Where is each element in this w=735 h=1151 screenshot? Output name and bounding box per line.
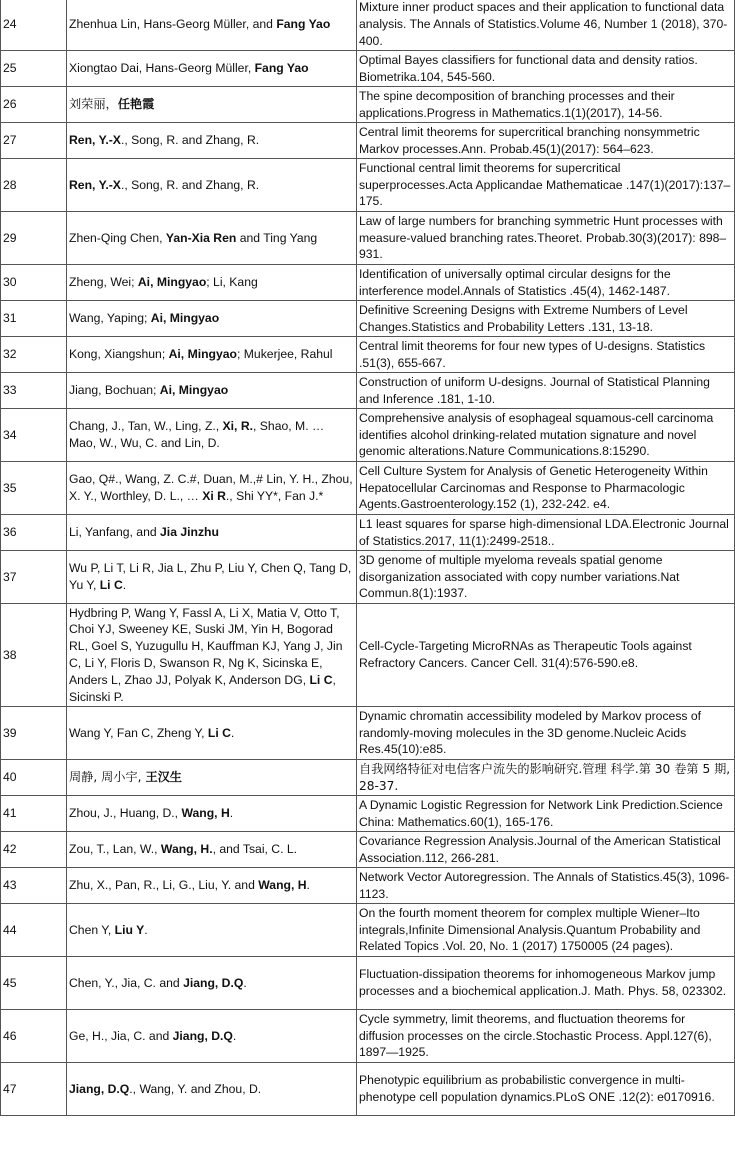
table-row xyxy=(1,904,735,957)
author-text: Hydbring P, Wang Y, Fassl A, Li X, Matia V, Otto T, Choi YJ, Sweeney KE, Suski JM, Yin H, Bogorad RL, Goel S, Yuzugullu H, Kauffman KJ, Yang J, Jin C, Li Y, Floris D, Swanson R, Ng K, Sicinska E, Anders L, Zhao JJ, Polyak K, Anderson DG, xyxy=(69,605,343,687)
table-row xyxy=(1,760,735,796)
table-row xyxy=(1,515,735,551)
table-row xyxy=(1,51,735,87)
authors-cell xyxy=(67,462,357,515)
table-row xyxy=(1,551,735,604)
author-text: ; Mukerjee, Rahul xyxy=(237,347,333,362)
author-text: , Sicinski P. xyxy=(69,672,336,704)
table-row xyxy=(1,1010,735,1063)
authors-cell xyxy=(67,760,357,796)
authors-cell xyxy=(67,0,357,51)
highlighted-author: Ai, Mingyao xyxy=(137,275,207,290)
highlighted-author: Jia Jinzhu xyxy=(160,525,219,540)
author-text: Zhu, X., Pan, R., Li, G., Liu, Y. and xyxy=(69,878,259,893)
authors-cell xyxy=(67,604,357,707)
table-row xyxy=(1,0,735,51)
row-number: 41 xyxy=(1,796,67,832)
highlighted-author: Wang, H xyxy=(258,878,307,893)
table-row xyxy=(1,123,735,159)
author-text: ., Shi YY*, Fan J.* xyxy=(225,489,324,503)
table-row xyxy=(1,87,735,123)
publication-table-body xyxy=(1,0,735,1116)
authors-cell xyxy=(67,212,357,265)
highlighted-author: Xi, R. xyxy=(222,419,254,434)
row-number: 25 xyxy=(1,51,67,87)
author-text: Wang, Yaping; xyxy=(69,311,151,326)
highlighted-author: Wang, H. xyxy=(160,842,213,857)
publication-cell: Comprehensive analysis of esophageal squamous-cell carcinoma identifies alcohol drinking-related mutation signature and novel genomic alterations.Nature Communications.8:15290. xyxy=(357,409,735,462)
highlighted-author: Xi R xyxy=(202,489,226,503)
table-row xyxy=(1,409,735,462)
table-row xyxy=(1,604,735,707)
publication-cell: Central limit theorems for four new types of U-designs. Statistics .51(3), 655-667. xyxy=(357,337,735,373)
publication-cell: Central limit theorems for supercritical branching nonsymmetric Markov processes.Ann. Probab.45(1)(2017): 564–623. xyxy=(357,123,735,159)
row-number: 28 xyxy=(1,159,67,212)
authors-cell xyxy=(67,707,357,760)
table-row xyxy=(1,796,735,832)
publication-cell: Law of large numbers for branching symmetric Hunt processes with measure-valued branching rates.Theoret. Probab.30(3)(2017): 898–931. xyxy=(357,212,735,265)
highlighted-author: Wang, H xyxy=(181,806,230,821)
publication-cell: On the fourth moment theorem for complex multiple Wiener–Ito integrals,Infinite Dimensional Analysis.Quantum Probability and Related Topics .Vol. 20, No. 1 (2017) 1750005 (24 pages). xyxy=(357,904,735,957)
publication-cell: Mixture inner product spaces and their application to functional data analysis. The Annals of Statistics.Volume 46, Number 1 (2018), 370-400. xyxy=(357,0,735,51)
author-text: . xyxy=(232,1028,237,1043)
row-number: 35 xyxy=(1,462,67,515)
author-text: Zhenhua Lin, Hans-Georg Müller, and xyxy=(69,17,277,32)
publication-cell: Cycle symmetry, limit theorems, and fluctuation theorems for diffusion processes on the circle.Stochastic Process. Appl.127(6), 1897—1925. xyxy=(357,1010,735,1063)
author-text: Xiongtao Dai, Hans-Georg Müller, xyxy=(69,61,255,76)
author-text: Kong, Xiangshun; xyxy=(69,347,169,362)
publication-cell: Cell Culture System for Analysis of Genetic Heterogeneity Within Hepatocellular Carcinomas and Response to Pharmacologic Agents.Gastroenterology.152 (1), 232-242. e4. xyxy=(357,462,735,515)
highlighted-author: Ren, Y.-X xyxy=(69,177,121,192)
author-text: Zhou, J., Huang, D., xyxy=(69,806,182,821)
publication-cell: 3D genome of multiple myeloma reveals spatial genome disorganization associated with copy number variations.Nat Commun.8(1):1937. xyxy=(357,551,735,604)
publication-cell: Cell-Cycle-Targeting MicroRNAs as Therapeutic Tools against Refractory Cancers. Cancer Cell. 31(4):576-590.e8. xyxy=(357,604,735,707)
row-number: 30 xyxy=(1,265,67,301)
publication-cell: Definitive Screening Designs with Extreme Numbers of Level Changes.Statistics and Probability Letters .131, 13-18. xyxy=(357,301,735,337)
publication-cell: Network Vector Autoregression. The Annals of Statistics.45(3), 1096-1123. xyxy=(357,868,735,904)
author-text: and Ting Yang xyxy=(236,230,318,245)
author-text: ., Song, R. and Zhang, R. xyxy=(120,177,260,192)
author-text: Chen, Y., Jia, C. and xyxy=(69,975,184,990)
authors-cell xyxy=(67,868,357,904)
row-number: 40 xyxy=(1,760,67,796)
author-text: Li, Yanfang, and xyxy=(69,525,161,540)
authors-cell xyxy=(67,832,357,868)
publication-cell: 自我网络特征对电信客户流失的影响研究.管理 科学.第 30 卷第 5 期, 28-37. xyxy=(357,760,735,796)
authors-cell xyxy=(67,904,357,957)
highlighted-author: Yan-Xia Ren xyxy=(165,230,237,245)
authors-cell xyxy=(67,265,357,301)
author-text: ., Song, R. and Zhang, R. xyxy=(120,133,260,148)
publication-cell: Construction of uniform U-designs. Journal of Statistical Planning and Inference .181, 1-10. xyxy=(357,373,735,409)
table-row xyxy=(1,868,735,904)
author-text: Zhen-Qing Chen, xyxy=(69,230,166,245)
table-row xyxy=(1,957,735,1010)
row-number: 45 xyxy=(1,957,67,1010)
table-row xyxy=(1,265,735,301)
author-text: Wu P, Li T, Li R, Jia L, Zhu P, Liu Y, Chen Q, Tang D, Yu Y, xyxy=(69,561,352,592)
table-row xyxy=(1,462,735,515)
authors-cell xyxy=(67,123,357,159)
author-text: 周静, 周小宇, xyxy=(69,770,146,785)
highlighted-author: Ai, Mingyao xyxy=(168,347,237,362)
row-number: 36 xyxy=(1,515,67,551)
publication-cell: Functional central limit theorems for supercritical superprocesses.Acta Applicandae Mathematicae .147(1)(2017):137–175. xyxy=(357,159,735,212)
authors-cell xyxy=(67,337,357,373)
table-row xyxy=(1,1063,735,1116)
authors-cell xyxy=(67,87,357,123)
publication-cell: Covariance Regression Analysis.Journal of the American Statistical Association.112, 266-281. xyxy=(357,832,735,868)
row-number: 29 xyxy=(1,212,67,265)
author-text: . xyxy=(230,725,235,740)
publication-cell: The spine decomposition of branching processes and their applications.Progress in Mathematics.1(1)(2017), 14-56. xyxy=(357,87,735,123)
row-number: 46 xyxy=(1,1010,67,1063)
authors-cell xyxy=(67,301,357,337)
highlighted-author: Jiang, D.Q xyxy=(69,1081,130,1096)
row-number: 42 xyxy=(1,832,67,868)
table-row xyxy=(1,707,735,760)
row-number: 26 xyxy=(1,87,67,123)
author-text: . xyxy=(144,922,148,937)
row-number: 27 xyxy=(1,123,67,159)
author-text: 刘荣丽， xyxy=(69,97,118,112)
authors-cell xyxy=(67,409,357,462)
row-number: 43 xyxy=(1,868,67,904)
publication-cell: Phenotypic equilibrium as probabilistic convergence in multi-phenotype cell population dynamics.PLoS ONE .12(2): e0170916. xyxy=(357,1063,735,1116)
highlighted-author: Ai, Mingyao xyxy=(150,311,220,326)
row-number: 37 xyxy=(1,551,67,604)
author-text: Zheng, Wei; xyxy=(69,275,138,290)
table-row xyxy=(1,832,735,868)
row-number: 32 xyxy=(1,337,67,373)
highlighted-author: Fang Yao xyxy=(276,17,331,32)
highlighted-author: 任艳霞 xyxy=(117,97,155,112)
highlighted-author: Fang Yao xyxy=(254,61,309,76)
highlighted-author: Ren, Y.-X xyxy=(69,133,121,148)
highlighted-author: Li C xyxy=(207,725,231,740)
author-text: Jiang, Bochuan; xyxy=(69,383,160,398)
author-text: ; Li, Kang xyxy=(206,275,258,290)
author-text: , Shao, M. … Mao, W., Wu, C. and Lin, D. xyxy=(69,419,325,450)
highlighted-author: Li C xyxy=(309,672,333,687)
author-text: , and Tsai, C. L. xyxy=(212,842,298,857)
author-text: . xyxy=(243,975,247,990)
row-number: 33 xyxy=(1,373,67,409)
publication-cell: Fluctuation-dissipation theorems for inhomogeneous Markov jump processes and a biochemical application.J. Math. Phys. 58, 023302. xyxy=(357,957,735,1010)
table-row xyxy=(1,337,735,373)
authors-cell xyxy=(67,373,357,409)
authors-cell xyxy=(67,957,357,1010)
publication-cell: Optimal Bayes classifiers for functional data and density ratios. Biometrika.104, 545-560. xyxy=(357,51,735,87)
author-text: . xyxy=(229,806,234,821)
author-text: Chen Y, xyxy=(69,922,115,937)
author-text: Gao, Q#., Wang, Z. C.#, Duan, M.,# Lin, Y. H., Zhou, X. Y., Worthley, D. L., … xyxy=(69,472,353,503)
author-text: Wang Y, Fan C, Zheng Y, xyxy=(69,725,208,740)
authors-cell xyxy=(67,159,357,212)
publication-cell: Dynamic chromatin accessibility modeled by Markov process of randomly-moving molecules in the 3D genome.Nucleic Acids Res.45(10):e85. xyxy=(357,707,735,760)
authors-cell xyxy=(67,1063,357,1116)
authors-cell xyxy=(67,51,357,87)
table-row xyxy=(1,212,735,265)
author-text: Zou, T., Lan, W., xyxy=(69,842,161,857)
publication-cell: L1 least squares for sparse high-dimensional LDA.Electronic Journal of Statistics.2017, 11(1):2499-2518.. xyxy=(357,515,735,551)
row-number: 47 xyxy=(1,1063,67,1116)
publication-cell: A Dynamic Logistic Regression for Network Link Prediction.Science China: Mathematics.60(1), 165-176. xyxy=(357,796,735,832)
highlighted-author: 王汉生 xyxy=(145,770,182,785)
authors-cell xyxy=(67,1010,357,1063)
row-number: 38 xyxy=(1,604,67,707)
highlighted-author: Jiang, D.Q xyxy=(172,1028,233,1043)
publication-cell: Identification of universally optimal circular designs for the interference model.Annals of Statistics .45(4), 1462-1487. xyxy=(357,265,735,301)
authors-cell xyxy=(67,796,357,832)
authors-cell xyxy=(67,515,357,551)
row-number: 31 xyxy=(1,301,67,337)
author-text: Ge, H., Jia, C. and xyxy=(69,1028,173,1043)
row-number: 24 xyxy=(1,0,67,51)
authors-cell xyxy=(67,551,357,604)
author-text: . xyxy=(122,578,127,592)
highlighted-author: Jiang, D.Q xyxy=(183,975,244,990)
table-row xyxy=(1,373,735,409)
highlighted-author: Ai, Mingyao xyxy=(159,383,229,398)
author-text: Chang, J., Tan, W., Ling, Z., xyxy=(69,419,223,434)
row-number: 44 xyxy=(1,904,67,957)
row-number: 34 xyxy=(1,409,67,462)
table-row xyxy=(1,159,735,212)
highlighted-author: Liu Y xyxy=(114,922,145,937)
author-text: . xyxy=(306,878,310,893)
table-row xyxy=(1,301,735,337)
row-number: 39 xyxy=(1,707,67,760)
author-text: ., Wang, Y. and Zhou, D. xyxy=(129,1081,262,1096)
highlighted-author: Li C xyxy=(99,578,123,592)
